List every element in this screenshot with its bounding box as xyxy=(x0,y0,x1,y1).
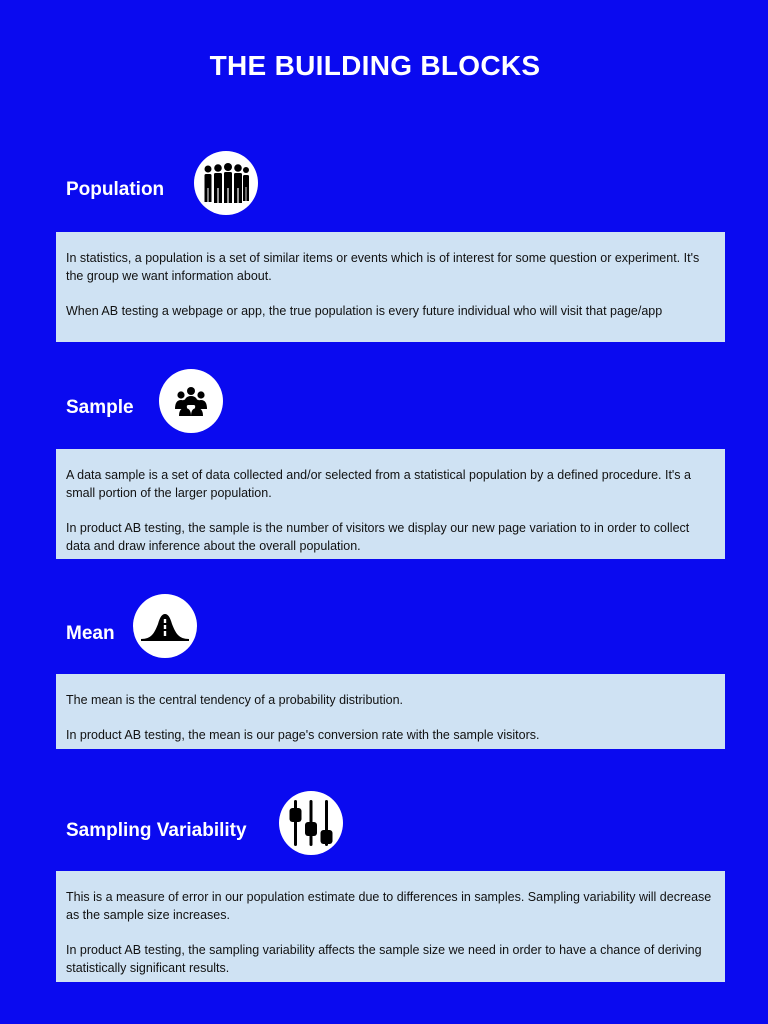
paragraph: This is a measure of error in our population estimate due to differences in samples. Sampling variability will decrease as the sample size increases. xyxy=(66,890,712,922)
section-body-sampling-variability xyxy=(56,871,725,982)
bell-curve-icon xyxy=(133,594,197,658)
people-group-icon xyxy=(194,151,258,215)
paragraph: In product AB testing, the mean is our page's conversion rate with the sample visitors. xyxy=(66,728,540,742)
section-body-sample xyxy=(56,449,725,559)
section-heading-mean: Mean xyxy=(66,623,115,644)
paragraph: In product AB testing, the sample is the number of visitors we display our new page variation to in order to collect data and draw inference about the overall population. xyxy=(66,521,690,553)
paragraph: The mean is the central tendency of a probability distribution. xyxy=(66,693,403,707)
page-title: THE BUILDING BLOCKS xyxy=(209,50,541,81)
paragraph: When AB testing a webpage or app, the true population is every future individual who will visit that page/app xyxy=(66,304,663,318)
section-heading-sample: Sample xyxy=(66,397,134,418)
users-cluster-icon xyxy=(159,369,223,433)
sliders-icon xyxy=(279,791,343,855)
paragraph: In product AB testing, the sampling variability affects the sample size we need in order to have a chance of deriving statistically significant results. xyxy=(66,943,702,975)
section-body-mean xyxy=(56,674,725,749)
section-heading-population: Population xyxy=(66,179,165,200)
section-body-population xyxy=(56,232,725,342)
section-heading-sampling-variability: Sampling Variability xyxy=(66,820,247,841)
paragraph: A data sample is a set of data collected and/or selected from a statistical population by a defined procedure. It's a small portion of the larger population. xyxy=(66,468,691,500)
paragraph: In statistics, a population is a set of similar items or events which is of interest for some question or experiment. It's the group we want information about. xyxy=(66,251,700,283)
